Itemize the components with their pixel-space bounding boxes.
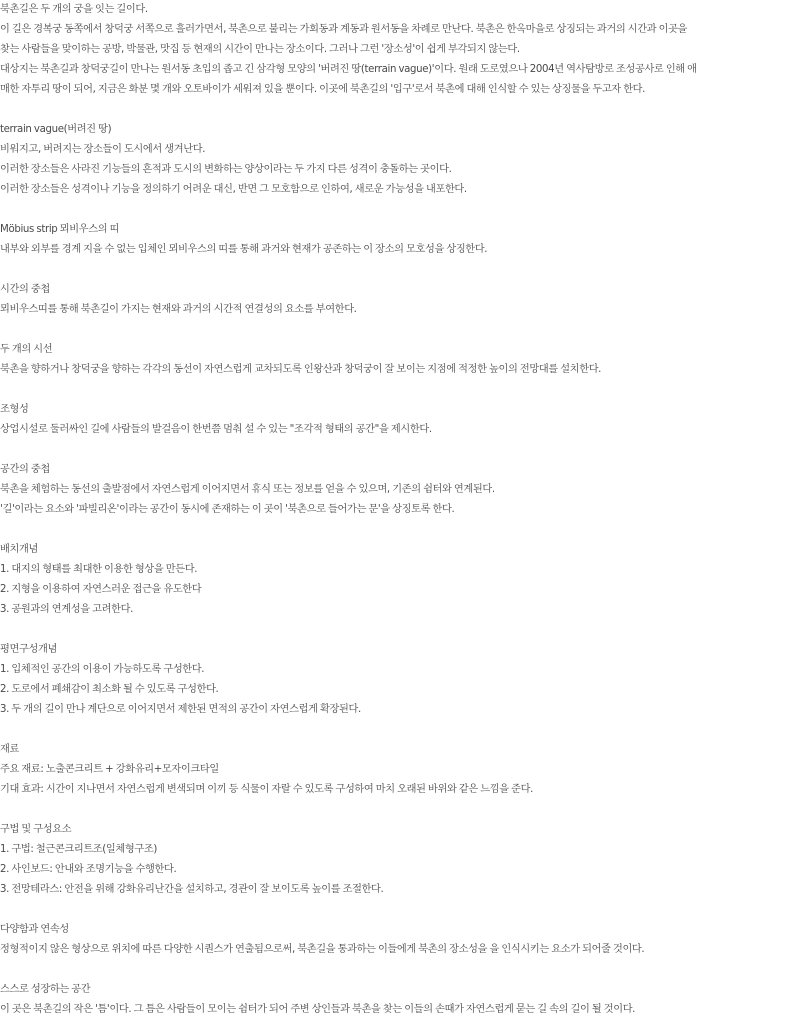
text-line: 이러한 장소들은 성격이나 기능을 정의하기 어려운 대신, 반면 그 모호함으로 인하여, 새로운 가능성을 내포한다.	[0, 184, 467, 195]
text-line: 비워지고, 버려지는 장소들이 도시에서 생겨난다.	[0, 144, 206, 155]
section-heading: 두 개의 시선	[0, 344, 53, 355]
section-block	[0, 280, 809, 320]
section-block	[0, 640, 809, 720]
paragraph-spacer	[0, 440, 809, 460]
text-line: 북촌을 체험하는 동선의 출발점에서 자연스럽게 이어지면서 휴식 또는 정보를 얻을 수 있으며, 기존의 쉼터와 연계된다.	[0, 484, 495, 495]
text-line: 이 곳은 북촌길의 작은 '틈'이다. 그 틈은 사람들이 모이는 쉼터가 되어 주변 상인들과 북촌을 찾는 이들의 손때가 자연스럽게 묻는 길 속의 길이 될 것이다.	[0, 1004, 636, 1015]
text-line: 기대 효과: 시간이 지나면서 자연스럽게 변색되며 이끼 등 식물이 자랄 수 있도록 구성하여 마치 오래된 바위와 같은 느낌을 준다.	[0, 784, 534, 795]
section-block	[0, 980, 809, 1020]
section-heading: 시간의 중첩	[0, 284, 50, 295]
text-line: 뫼비우스띠를 통해 북촌길이 가지는 현재와 과거의 시간적 연결성의 요소를 부여한다.	[0, 304, 357, 315]
paragraph-spacer	[0, 200, 809, 220]
section-heading: 조형성	[0, 404, 29, 415]
text-line: 3. 전망테라스: 안전을 위해 강화유리난간을 설치하고, 경관이 잘 보이도록 높이를 조절한다.	[0, 884, 384, 895]
text-line: 내부와 외부를 경계 지을 수 없는 입체인 뫼비우스의 띠를 통해 과거와 현재가 공존하는 이 장소의 모호성을 상징한다.	[0, 244, 488, 255]
section-block	[0, 220, 809, 260]
section-heading: 구법 및 구성요소	[0, 824, 72, 835]
paragraph-spacer	[0, 620, 809, 640]
paragraph-spacer	[0, 900, 809, 920]
text-line: '길'이라는 요소와 '파빌리온'이라는 공간이 동시에 존재하는 이 곳이 '북촌으로 들어가는 문'을 상징토록 한다.	[0, 504, 455, 515]
paragraph-spacer	[0, 320, 809, 340]
text-line: 이러한 장소들은 사라진 기능들의 흔적과 도시의 변화하는 양상이라는 두 가지 다른 성격이 충돌하는 곳이다.	[0, 164, 452, 175]
section-heading: 배치개념	[0, 544, 38, 555]
text-line: 북촌길은 두 개의 궁을 잇는 길이다.	[0, 4, 148, 15]
section-heading: 공간의 중첩	[0, 464, 50, 475]
text-line: 북촌을 향하거나 창덕궁을 향하는 각각의 동선이 자연스럽게 교차되도록 인왕산과 창덕궁이 잘 보이는 지점에 적정한 높이의 전망대를 설치한다.	[0, 364, 602, 375]
paragraph-spacer	[0, 260, 809, 280]
text-line: 찾는 사람들을 맞이하는 공방, 박물관, 맛집 등 현재의 시간이 만나는 장소이다. 그러나 그런 '장소성'이 쉽게 부각되지 않는다.	[0, 44, 520, 55]
text-line: 3. 공원과의 연계성을 고려한다.	[0, 604, 133, 615]
paragraph-spacer	[0, 380, 809, 400]
section-block	[0, 460, 809, 520]
text-line: 1. 입체적인 공간의 이용이 가능하도록 구성한다.	[0, 664, 205, 675]
text-line: 2. 사인보드: 안내와 조명기능을 수행한다.	[0, 864, 177, 875]
text-line: 1. 대지의 형태를 최대한 이용한 형상을 만든다.	[0, 564, 198, 575]
text-line: 상업시설로 둘러싸인 길에 사람들의 발걸음이 한번쯤 멈춰 설 수 있는 "조각적 형태의 공간"을 제시한다.	[0, 424, 432, 435]
text-line: 3. 두 개의 길이 만나 계단으로 이어지면서 제한된 면적의 공간이 자연스럽게 확장된다.	[0, 704, 361, 715]
paragraph-spacer	[0, 800, 809, 820]
paragraph-spacer	[0, 520, 809, 540]
text-line: 주요 재료: 노출콘크리트 + 강화유리+모자이크타일	[0, 764, 219, 775]
section-heading: terrain vague(버려진 땅)	[0, 124, 112, 135]
section-heading: 재료	[0, 744, 19, 755]
text-line: 매한 자투리 땅이 되어, 지금은 화분 몇 개와 오토바이가 세워져 있을 뿐이다. 이곳에 북촌길의 '입구'로서 북촌에 대해 인식할 수 있는 상징물을 두고자 한다.	[0, 84, 646, 95]
text-line: 1. 구법: 철근콘크리트조(일체형구조)	[0, 844, 158, 855]
intro-paragraph	[0, 0, 809, 100]
section-block	[0, 820, 809, 900]
paragraph-spacer	[0, 100, 809, 120]
text-line: 2. 도로에서 폐쇄감이 최소화 될 수 있도록 구성한다.	[0, 684, 219, 695]
section-heading: 평면구성개념	[0, 644, 57, 655]
section-heading: Möbius strip 뫼비우스의 띠	[0, 224, 120, 235]
text-line: 2. 지형을 이용하여 자연스러운 접근을 유도한다	[0, 584, 202, 595]
section-block	[0, 920, 809, 960]
section-heading: 다양함과 연속성	[0, 924, 69, 935]
text-line: 이 길은 경복궁 동쪽에서 창덕궁 서쪽으로 흘러가면서, 북촌으로 불리는 가회동과 계동과 원서동을 차례로 만난다. 북촌은 한옥마을로 상징되는 과거의 시간과 이곳을	[0, 24, 688, 35]
section-block	[0, 120, 809, 200]
section-block	[0, 540, 809, 620]
paragraph-spacer	[0, 960, 809, 980]
section-block	[0, 340, 809, 380]
section-block	[0, 400, 809, 440]
section-block	[0, 740, 809, 800]
paragraph-spacer	[0, 720, 809, 740]
section-heading: 스스로 성장하는 공간	[0, 984, 91, 995]
text-line: 대상지는 북촌길과 창덕궁길이 만나는 원서동 초입의 좁고 긴 삼각형 모양의 '버려진 땅(terrain vague)'이다. 원래 도로였으나 2004년 역사탐방로 조성공사로 인해 애	[0, 64, 697, 75]
text-line: 정형적이지 않은 형상으로 위치에 따른 다양한 시퀀스가 연출됨으로써, 북촌길을 통과하는 이들에게 북촌의 장소성을 을 인식시키는 요소가 되어줄 것이다.	[0, 944, 645, 955]
